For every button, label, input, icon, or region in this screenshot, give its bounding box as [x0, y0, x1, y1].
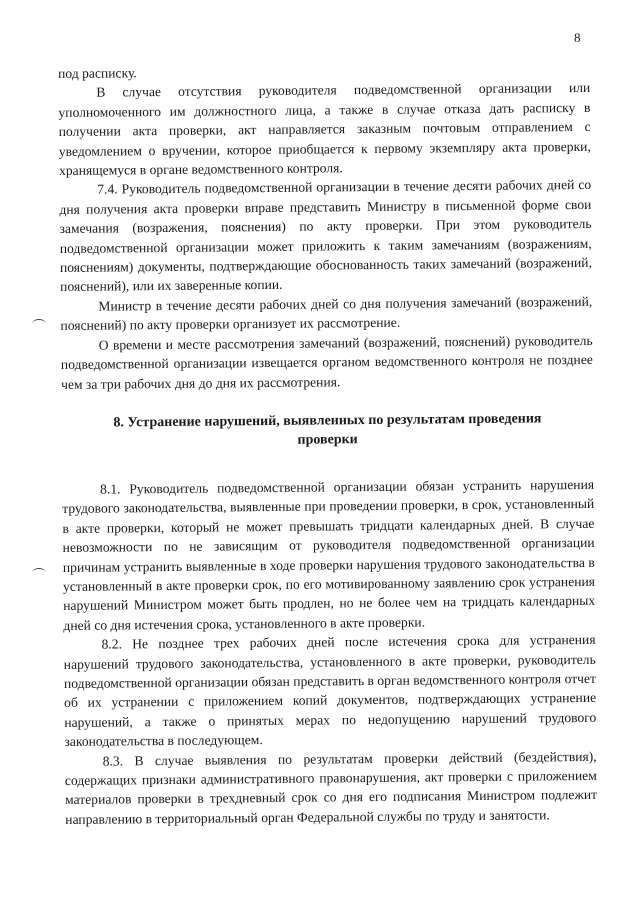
margin-mark — [32, 319, 46, 328]
paragraph: О времени и месте рассмотрения замечаний (возражений, пояснений) руководитель подведомственной организации извещается органом ведомственного контроля не позднее чем за три рабочих дня до дня их рассмотрения. — [60, 332, 593, 392]
document-body — [58, 59, 597, 829]
paragraph: 7.4. Руководитель подведомственной организации в течение десяти рабочих дней со дня получения акта проверки вправе представить Министру в письменной форме свои замечания (возражения, пояснения) по акту проверки. При этом руководитель подведомственной организации может приложить к таким замечаниям (возражениям, пояснениям) документы, подтверждающие обоснованность таких замечаний (возражений, пояснений), или их заверенные копии. — [59, 177, 593, 295]
paragraph: 8.1. Руководитель подведомственной организации обязан устранить нарушения трудового законодательства, выявленные при проведении проверки, в срок, установленный в акте проверки, который не может превышать тридцати календарных дней. В случае невозможности по не зависящим от руководителя подведомственной организации причинам устранить выявленные в ходе проверки нарушения трудового законодательства в установленный в акте проверки срок, по его мотивированному заявлению срок устранения нарушений Министром может быть продлен, но не более чем на тридцать календарных дней со дня истечения срока, установленного в акте проверки. — [62, 476, 596, 633]
paragraph: В случае отсутствия руководителя подведомственной организации или уполномоченного им должностного лица, а также в случае отказа дать расписку в получении акта проверки, акт направляется заказным почтовым отправлением с уведомлением о вручении, которое приобщается к первому экземпляру акта проверки, хранящемуся в органе ведомственного контроля. — [58, 80, 591, 179]
section-heading: 8. Устранение нарушений, выявленных по результатам проведения проверки — [113, 411, 542, 448]
paragraph: 8.3. В случае выявления по результатам проверки действий (бездействия), содержащих признаки административного правонарушения, акт проверки с приложением материалов проверки в трехдневный срок со дня его подписания Министром подлежит направлению в территориальный орган Федеральной службы по труду и занятости. — [64, 748, 598, 827]
paragraph: Министр в течение десяти рабочих дней со дня получения замечаний (возражений, пояснений) по акту проверки организует их рассмотрение. — [60, 293, 593, 334]
margin-mark — [32, 568, 46, 577]
paragraph: 8.2. Не позднее трех рабочих дней после истечения срока для устранения нарушений трудового законодательства, установленного в акте проверки, руководитель подведомственной организации обязан представить в орган ведомственного контроля отчет об их устранении с приложением копий документов, подтверждающих устранение нарушений, а также о принятых мерах по недопущению нарушений трудового законодательства в последующем. — [63, 632, 597, 750]
page-number: 8 — [574, 30, 581, 45]
paragraph: под расписку. — [58, 65, 137, 81]
